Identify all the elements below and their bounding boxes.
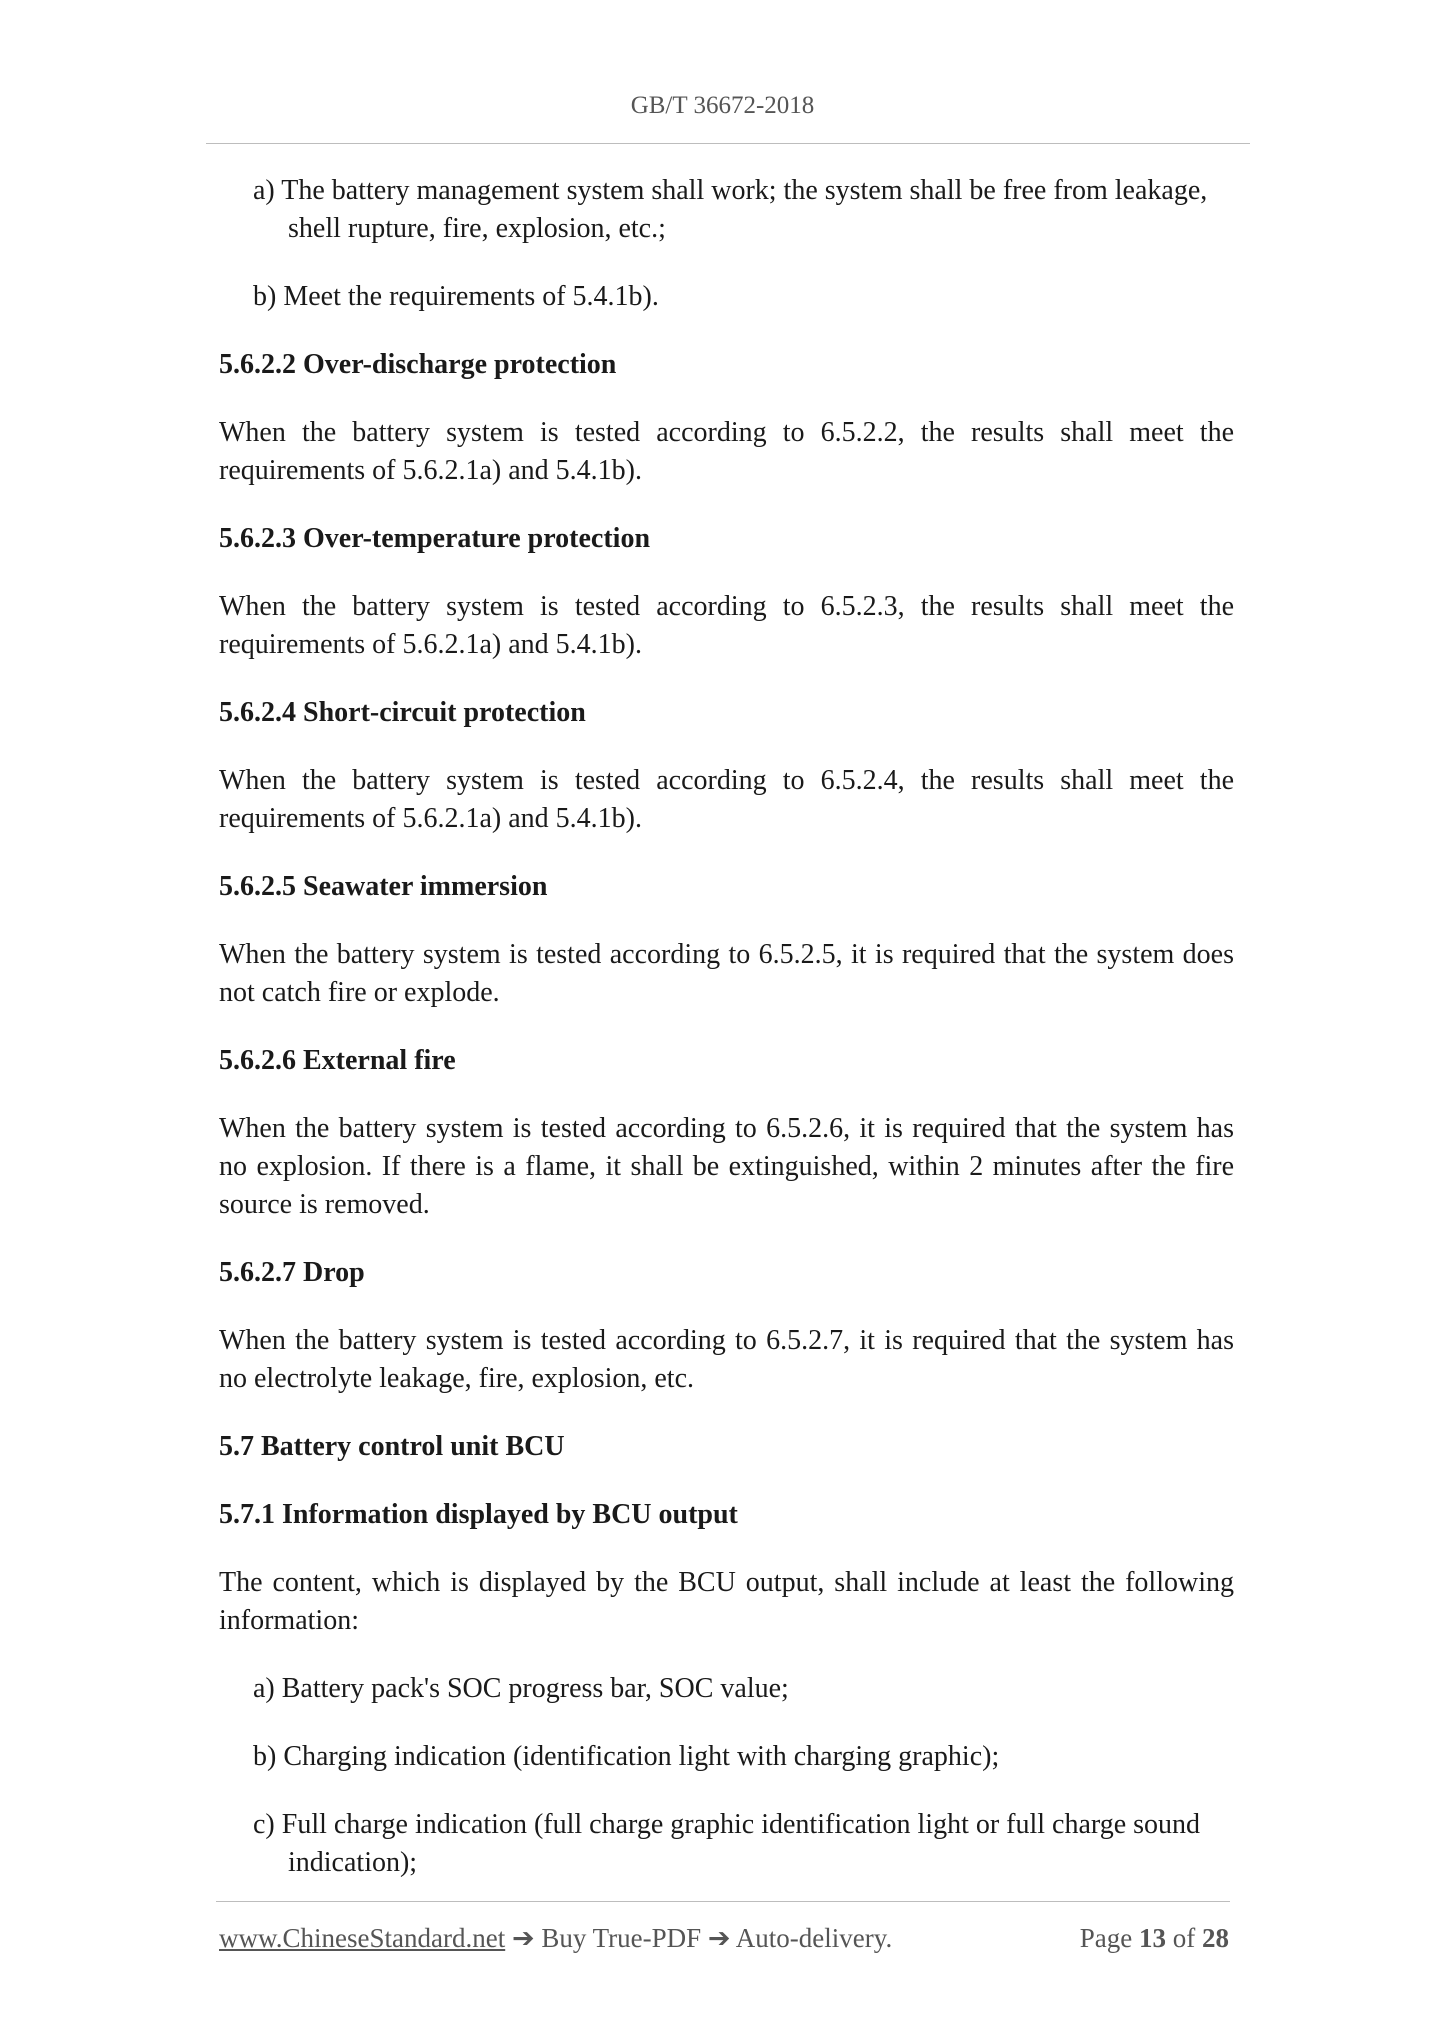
- page-total: 28: [1202, 1923, 1229, 1953]
- document-body: [219, 172, 1234, 1912]
- section-heading-5622: 5.6.2.2 Over-discharge protection: [219, 349, 617, 380]
- paragraph-5622: When the battery system is tested according to 6.5.2.2, the results shall meet the requirements of 5.6.2.1a) and 5.4.1b).: [219, 417, 1234, 486]
- list-item-a-soc: a) Battery pack's SOC progress bar, SOC value;: [253, 1673, 789, 1704]
- paragraph-5627: When the battery system is tested according to 6.5.2.7, it is required that the system has no electrolyte leakage, fire, explosion, etc.: [219, 1325, 1234, 1394]
- page-header-doc-id: GB/T 36672-2018: [630, 92, 815, 119]
- buy-true-pdf-link[interactable]: Buy True-PDF: [541, 1923, 702, 1953]
- arrow-right-icon: ➔: [511, 1923, 535, 1953]
- paragraph-571: The content, which is displayed by the BCU output, shall include at least the following information:: [219, 1567, 1234, 1636]
- arrow-right-icon: ➔: [707, 1923, 731, 1953]
- footer-divider: [216, 1901, 1230, 1902]
- section-heading-5626: 5.6.2.6 External fire: [219, 1045, 456, 1076]
- paragraph-5623: When the battery system is tested according to 6.5.2.3, the results shall meet the requirements of 5.6.2.1a) and 5.4.1b).: [219, 591, 1234, 660]
- section-heading-57: 5.7 Battery control unit BCU: [219, 1431, 565, 1462]
- auto-delivery-text: Auto-delivery.: [735, 1923, 893, 1953]
- paragraph-5624: When the battery system is tested according to 6.5.2.4, the results shall meet the requirements of 5.6.2.1a) and 5.4.1b).: [219, 765, 1234, 834]
- list-item-c-full-charge: c) Full charge indication (full charge graphic identification light or full charge sound indication);: [253, 1809, 1201, 1878]
- section-heading-5625: 5.6.2.5 Seawater immersion: [219, 871, 548, 902]
- section-heading-5627: 5.6.2.7 Drop: [219, 1257, 365, 1288]
- page-current: 13: [1139, 1923, 1166, 1953]
- page-label: Page: [1079, 1923, 1133, 1953]
- paragraph-5626: When the battery system is tested according to 6.5.2.6, it is required that the system has no explosion. If there is a flame, it shall be extinguished, within 2 minutes after the fire source is removed.: [219, 1113, 1234, 1220]
- section-heading-5624: 5.6.2.4 Short-circuit protection: [219, 697, 586, 728]
- list-item-b-charging: b) Charging indication (identification light with charging graphic);: [253, 1741, 1000, 1772]
- header-divider: [206, 143, 1250, 144]
- section-heading-571: 5.7.1 Information displayed by BCU output: [219, 1499, 738, 1530]
- paragraph-5625: When the battery system is tested according to 6.5.2.5, it is required that the system does not catch fire or explode.: [219, 939, 1234, 1008]
- footer-promo: [219, 1923, 892, 1954]
- section-heading-5623: 5.6.2.3 Over-temperature protection: [219, 523, 651, 554]
- site-link[interactable]: www.ChineseStandard.net: [219, 1923, 506, 1953]
- of-label: of: [1172, 1923, 1196, 1953]
- list-item-a: a) The battery management system shall work; the system shall be free from leakage, shell rupture, fire, explosion, etc.;: [253, 175, 1208, 244]
- list-item-b: b) Meet the requirements of 5.4.1b).: [253, 281, 659, 312]
- page-indicator: [1080, 1923, 1229, 1954]
